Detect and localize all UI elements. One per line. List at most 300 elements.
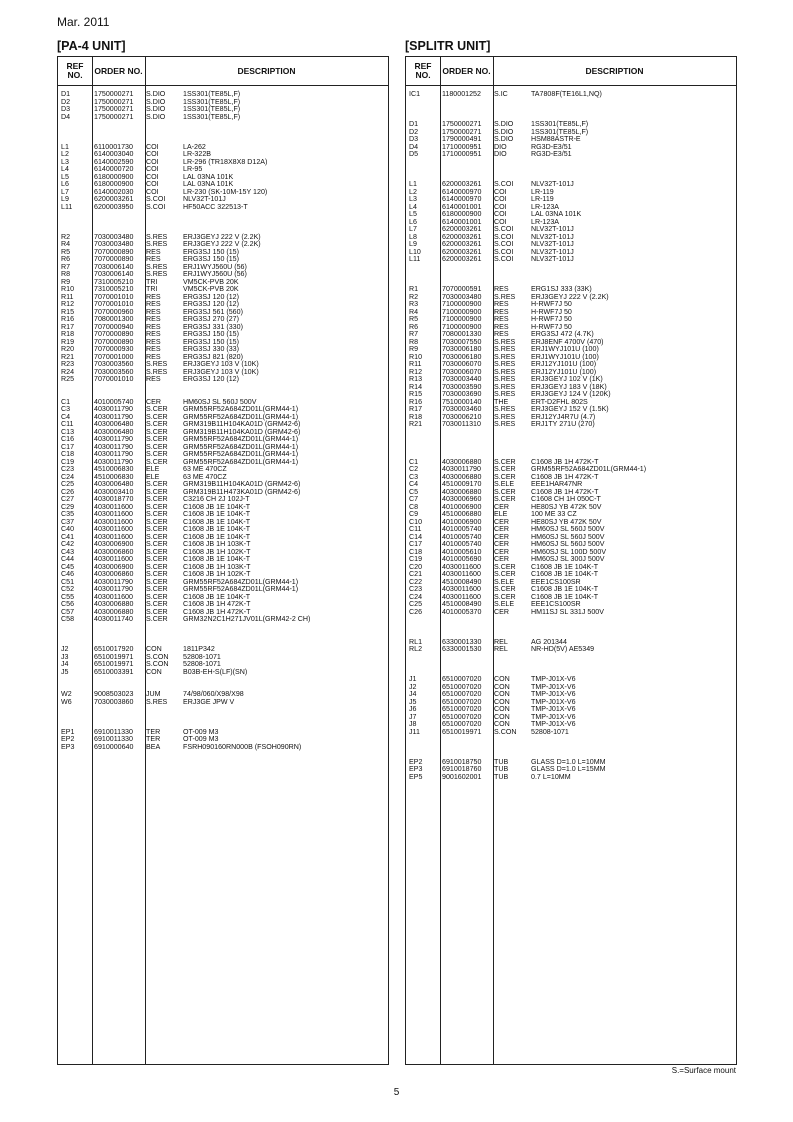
description-cell: ERJ3GEYJ 222 V (2.2K) xyxy=(183,240,261,248)
ref-no-cell: EP3 xyxy=(409,765,423,773)
ref-no-cell: C19 xyxy=(61,457,75,466)
order-no-cell: 4030011790 xyxy=(94,457,133,466)
description-cell: FSRH090160RN000B (FSOH090RN) xyxy=(183,742,302,751)
order-no-cell: 6510019971 xyxy=(94,660,134,668)
ref-no-cell: EP2 xyxy=(409,757,423,766)
order-no-cell: 6510003391 xyxy=(94,667,134,676)
description-cell: 1SS301(TE85L,F) xyxy=(531,127,589,136)
ref-no-cell: R2 xyxy=(409,292,419,301)
ref-no-cell: D4 xyxy=(409,142,419,151)
part-type-cell: COI xyxy=(146,142,159,151)
description-cell: ERJ1WYJ560U (56) xyxy=(183,270,247,278)
part-type-cell: CON xyxy=(494,720,510,728)
part-type-cell: TRI xyxy=(146,285,158,293)
ref-no-cell: D4 xyxy=(61,112,71,121)
order-no-cell: 4010005740 xyxy=(442,532,482,541)
ref-no-cell: D2 xyxy=(61,97,71,106)
table-row xyxy=(406,774,736,782)
ref-no-cell: C29 xyxy=(61,502,75,511)
order-no-cell: 6140001001 xyxy=(442,202,482,211)
description-cell: GRM319B11H104KA01D (GRM42-6) xyxy=(183,420,301,428)
ref-no-cell: D5 xyxy=(409,150,419,158)
description-cell: 74/98/060/X98/X98 xyxy=(183,690,244,698)
part-type-cell: S.CER xyxy=(494,487,516,496)
order-no-cell: 7030007550 xyxy=(442,337,482,346)
part-type-cell: COI xyxy=(494,217,507,226)
description-cell: HM11SJ SL 331J 500V xyxy=(531,607,604,616)
order-no-cell: 7070000890 xyxy=(94,330,134,338)
description-cell: ERG3SJ 120 (12) xyxy=(183,292,239,301)
order-no-cell: 6180000900 xyxy=(94,172,134,181)
part-type-cell: RES xyxy=(146,292,161,301)
description-cell: ERG3SJ 270 (27) xyxy=(183,315,239,323)
order-no-cell: 6200003261 xyxy=(442,247,482,256)
description-cell: C1608 JB 1E 104K-T xyxy=(531,570,599,578)
part-type-cell: S.RES xyxy=(494,420,516,428)
ref-no-cell: W6 xyxy=(61,697,72,706)
order-no-cell: 1750000271 xyxy=(94,90,134,98)
description-cell: TA7808F(TE16L1,NQ) xyxy=(531,90,602,98)
part-type-cell: S.CER xyxy=(494,570,516,578)
order-no-cell: 4010005740 xyxy=(442,540,482,548)
ref-no-cell: C18 xyxy=(409,547,423,556)
description-cell: ERT-D2FHL 802S xyxy=(531,397,588,406)
part-type-cell: ELE xyxy=(494,510,508,518)
description-cell: LR-119 xyxy=(531,195,554,203)
order-no-cell: 7030006180 xyxy=(442,345,482,353)
description-cell: GRM319B11H104KA01D (GRM42-6) xyxy=(183,480,301,488)
ref-no-cell: R13 xyxy=(409,375,423,383)
ref-no-cell: C20 xyxy=(409,562,423,571)
ref-no-cell: C14 xyxy=(409,532,423,541)
ref-no-cell: C25 xyxy=(409,600,423,608)
description-cell: C1608 JB 1E 104K-T xyxy=(183,510,251,518)
ref-no-cell: R21 xyxy=(61,352,75,361)
description-cell: 1811P342 xyxy=(183,645,215,653)
description-cell: GRM55RF52A684ZD01L(GRM44-1) xyxy=(183,405,299,413)
part-type-cell: S.CER xyxy=(146,405,168,413)
table-row xyxy=(406,654,736,662)
description-cell: TMP-J01X-V6 xyxy=(531,675,576,683)
ref-no-cell: R16 xyxy=(61,315,75,323)
part-type-cell: S.CER xyxy=(146,495,168,503)
ref-no-cell: EP5 xyxy=(409,772,423,781)
table-body xyxy=(406,91,736,1064)
description-cell: ERJ3GEYJ 152 V (1.5K) xyxy=(531,405,609,413)
description-cell: ERG3SJ 821 (820) xyxy=(183,352,243,361)
order-no-cell: 4030011790 xyxy=(94,405,133,413)
table-row xyxy=(406,106,736,114)
part-type-cell: RES xyxy=(494,315,509,323)
part-type-cell: REL xyxy=(494,637,508,646)
order-no-cell: 4510006880 xyxy=(442,510,482,518)
description-cell: 52808-1071 xyxy=(531,727,569,736)
description-cell: TMP-J01X-V6 xyxy=(531,720,576,728)
ref-no-cell: L11 xyxy=(409,255,421,263)
part-type-cell: S.CER xyxy=(146,502,168,511)
part-type-cell: CER xyxy=(494,607,509,616)
ref-no-cell: R21 xyxy=(409,420,423,428)
description-cell: LAL 03NA 101K xyxy=(183,180,234,188)
order-no-cell: 7030003480 xyxy=(94,240,134,248)
ref-no-cell: L4 xyxy=(409,202,417,211)
order-no-cell: 1710000951 xyxy=(442,142,482,151)
description-cell: ERJ3GEYJ 222 V (2.2K) xyxy=(531,292,609,301)
order-no-cell: 6510019971 xyxy=(94,652,134,661)
order-no-cell: 7100000900 xyxy=(442,307,482,316)
table-row xyxy=(406,99,736,107)
part-type-cell: S.CER xyxy=(146,540,168,548)
description-cell: VM5CK-PVB 20K xyxy=(183,285,239,293)
part-type-cell: S.CER xyxy=(494,495,516,503)
part-type-cell: S.CER xyxy=(146,457,168,466)
ref-no-cell: J2 xyxy=(61,645,69,653)
part-type-cell: S.CER xyxy=(146,577,168,586)
description-cell: C1608 CH 1H 050C-T xyxy=(531,495,601,503)
order-no-cell: 4030011790 xyxy=(94,435,133,443)
part-type-cell: S.COI xyxy=(494,247,514,256)
order-no-cell: 7030003480 xyxy=(442,292,482,301)
order-no-header: ORDER NO. xyxy=(94,65,143,76)
ref-no-cell: C52 xyxy=(61,585,75,593)
description-cell: ERG3SJ 150 (15) xyxy=(183,247,239,256)
table-row xyxy=(406,609,736,617)
ref-no-cell: R6 xyxy=(61,255,71,263)
description-header: DESCRIPTION xyxy=(237,65,296,76)
ref-no-cell: R16 xyxy=(409,397,423,406)
order-no-cell: 4010005740 xyxy=(94,397,134,406)
table-row xyxy=(58,384,388,392)
order-no-cell: 7070000960 xyxy=(94,307,134,316)
order-no-cell: 6910018760 xyxy=(442,765,482,773)
order-no-cell: 6510007020 xyxy=(442,690,482,698)
part-type-cell: S.CER xyxy=(146,450,168,458)
description-cell: GRM55RF52A684ZD01L(GRM44-1) xyxy=(183,450,299,458)
ref-no-cell: R15 xyxy=(409,390,423,398)
part-type-cell: S.RES xyxy=(494,367,516,376)
description-cell: ERJ3GEYJ 103 V (10K) xyxy=(183,360,259,368)
ref-no-cell: RL2 xyxy=(409,645,423,653)
order-no-cell: 6200003261 xyxy=(442,255,482,263)
part-type-cell: S.DIO xyxy=(494,127,514,136)
ref-no-cell: L5 xyxy=(409,210,417,218)
description-cell: C1608 JB 1H 472K-T xyxy=(183,607,251,616)
part-type-cell: TUB xyxy=(494,772,509,781)
ref-no-cell: R18 xyxy=(61,330,75,338)
description-cell: ERG3SJ 120 (12) xyxy=(183,375,239,383)
description-cell: ERG3SJ 472 (4.7K) xyxy=(531,330,594,338)
table-row xyxy=(406,661,736,669)
ref-no-cell: EP2 xyxy=(61,735,75,743)
ref-no-cell: R10 xyxy=(61,285,75,293)
description-cell: C1608 JB 1H 472K-T xyxy=(531,457,599,466)
description-cell: C1608 JB 1H 103K-T xyxy=(183,540,251,548)
description-cell: GRM55RF52A684ZD01L(GRM44-1) xyxy=(183,577,299,586)
ref-no-cell: D3 xyxy=(409,135,419,143)
order-no-cell: 6140002590 xyxy=(94,157,134,166)
part-type-cell: RES xyxy=(146,247,161,256)
order-no-cell: 9001602001 xyxy=(442,772,482,781)
order-no-cell: 4030006860 xyxy=(94,570,134,578)
ref-no-cell: C58 xyxy=(61,615,75,623)
part-type-cell: S.CER xyxy=(146,510,168,518)
part-type-cell: S.RES xyxy=(146,367,168,376)
description-cell: 63 ME 470CZ xyxy=(183,472,227,481)
description-cell: HF50ACC 322513-T xyxy=(183,202,248,211)
description-cell: 1SS301(TE85L,F) xyxy=(183,97,241,106)
order-no-cell: 7030006070 xyxy=(442,360,482,368)
order-no-cell: 7070000890 xyxy=(94,247,134,256)
ref-no-cell: R2 xyxy=(61,232,71,241)
order-no-cell: 6200003261 xyxy=(94,195,134,203)
part-type-cell: S.COI xyxy=(146,195,166,203)
ref-no-cell: J11 xyxy=(409,727,420,736)
order-no-cell: 6140000970 xyxy=(442,187,482,196)
part-type-cell: S.RES xyxy=(146,360,168,368)
order-no-cell: 7030003480 xyxy=(94,232,134,241)
description-cell: ERJ3GE JPW V xyxy=(183,697,235,706)
ref-no-cell: L11 xyxy=(61,202,73,211)
order-no-cell: 4030011790 xyxy=(94,412,133,421)
ref-no-cell: C3 xyxy=(409,472,419,481)
part-type-cell: S.CER xyxy=(146,585,168,593)
part-type-cell: S.RES xyxy=(146,232,168,241)
part-type-cell: RES xyxy=(146,352,161,361)
ref-no-cell: R7 xyxy=(61,262,71,271)
description-cell: LR-123A xyxy=(531,202,559,211)
description-cell: ERG1SJ 333 (33K) xyxy=(531,285,592,293)
part-type-cell: S.RES xyxy=(494,375,516,383)
surface-mount-footnote: S.=Surface mount xyxy=(671,1066,736,1075)
description-cell: HSM88ASTR-E xyxy=(531,135,581,143)
ref-no-cell: R5 xyxy=(409,315,419,323)
part-type-cell: S.CON xyxy=(494,727,517,736)
part-type-cell: TER xyxy=(146,735,161,743)
description-cell: C3216 CH 2J 102J-T xyxy=(183,495,250,503)
description-cell: RG3D-E3/51 xyxy=(531,142,572,151)
description-cell: B03B-EH-S(LF)(SN) xyxy=(183,667,248,676)
ref-no-cell: C5 xyxy=(409,487,419,496)
table-row xyxy=(58,699,388,707)
ref-no-cell: C26 xyxy=(61,487,75,496)
order-no-cell: 7080001330 xyxy=(442,330,482,338)
description-cell: H-RWF7J 50 xyxy=(531,322,572,331)
table-row xyxy=(58,376,388,384)
ref-no-cell: J5 xyxy=(409,697,417,706)
order-no-cell: 7030006210 xyxy=(442,412,482,421)
order-no-cell: 4030011790 xyxy=(94,577,133,586)
ref-no-cell: C8 xyxy=(409,502,419,511)
order-no-cell: 6200003261 xyxy=(442,240,482,248)
table-row xyxy=(406,264,736,272)
description-cell: 1SS301(TE85L,F) xyxy=(183,112,241,121)
part-type-cell: COI xyxy=(146,187,159,196)
description-cell: H-RWF7J 50 xyxy=(531,300,572,308)
order-no-cell: 4510009170 xyxy=(442,480,482,488)
ref-no-cell: L7 xyxy=(61,187,69,196)
description-cell: GRM32N2C1H271JV01L(GRM42-2 CH) xyxy=(183,615,311,623)
description-cell: HM60SJ SL 300J 500V xyxy=(531,555,605,563)
order-no-cell: 7070000930 xyxy=(94,345,134,353)
table-row xyxy=(406,159,736,167)
ref-no-cell: L8 xyxy=(409,232,417,241)
ref-no-cell: R24 xyxy=(61,367,75,376)
order-no-cell: 6510017920 xyxy=(94,645,134,653)
order-no-cell: 1790000491 xyxy=(442,135,482,143)
part-type-cell: S.RES xyxy=(146,270,168,278)
ref-no-cell: J7 xyxy=(409,712,417,721)
ref-no-cell: R7 xyxy=(409,330,419,338)
table-row xyxy=(58,706,388,714)
table-row xyxy=(58,114,388,122)
order-no-cell: 4030006960 xyxy=(442,495,482,503)
document-date: Mar. 2011 xyxy=(57,15,110,29)
ref-no-cell: C43 xyxy=(61,547,75,556)
ref-no-cell: C13 xyxy=(61,427,75,436)
description-header: DESCRIPTION xyxy=(585,65,644,76)
order-no-cell: 7030003460 xyxy=(442,405,482,413)
description-cell: GRM319B11H104KA01D (GRM42-6) xyxy=(183,427,301,436)
part-type-cell: S.RES xyxy=(146,240,168,248)
part-type-cell: COI xyxy=(494,202,507,211)
order-no-cell: 4030011600 xyxy=(94,510,133,518)
part-type-cell: RES xyxy=(494,300,509,308)
table-row xyxy=(58,744,388,752)
order-no-cell: 4030006860 xyxy=(94,547,134,556)
order-no-cell: 4030011740 xyxy=(94,615,133,623)
part-type-cell: S.CER xyxy=(146,412,168,421)
order-no-cell: 7030003560 xyxy=(94,367,134,376)
order-no-cell: 4010006900 xyxy=(442,502,482,511)
description-cell: HE80SJ YB 472K 50V xyxy=(531,517,602,526)
table-row xyxy=(406,436,736,444)
ref-no-cell: C1 xyxy=(409,457,419,466)
part-type-cell: S.RES xyxy=(146,262,168,271)
part-type-cell: DIO xyxy=(494,150,507,158)
order-no-cell: 6510007020 xyxy=(442,675,482,683)
table-row xyxy=(406,166,736,174)
description-cell: 52808-1071 xyxy=(183,660,221,668)
order-no-cell: 6330001530 xyxy=(442,645,482,653)
description-cell: C1608 JB 1H 103K-T xyxy=(183,562,251,571)
order-no-cell: 6510007020 xyxy=(442,697,482,706)
part-type-cell: S.CER xyxy=(146,427,168,436)
description-cell: 1SS301(TE85L,F) xyxy=(531,120,589,128)
ref-no-cell: R20 xyxy=(61,345,75,353)
order-no-cell: 6200003261 xyxy=(442,232,482,241)
order-no-cell: 9008503023 xyxy=(94,690,134,698)
ref-no-cell: R14 xyxy=(409,382,423,391)
order-no-cell: 7030006070 xyxy=(442,367,482,376)
order-no-cell: 4030006880 xyxy=(94,607,134,616)
table-row xyxy=(406,444,736,452)
part-type-cell: COI xyxy=(146,165,159,173)
part-type-cell: CER xyxy=(494,547,509,556)
description-cell: GRM55RF52A684ZD01L(GRM44-1) xyxy=(183,435,299,443)
description-cell: C1608 JB 1H 102K-T xyxy=(183,570,251,578)
description-cell: NLV32T-101J xyxy=(531,232,574,241)
description-cell: EEE1CS100SR xyxy=(531,577,581,586)
part-type-cell: S.CER xyxy=(494,585,516,593)
order-no-cell: 6510019971 xyxy=(442,727,482,736)
part-type-cell: CON xyxy=(494,690,510,698)
part-type-cell: ELE xyxy=(146,465,160,473)
part-type-cell: S.RES xyxy=(494,405,516,413)
part-type-cell: S.COI xyxy=(146,202,166,211)
ref-no-cell: R8 xyxy=(409,337,419,346)
order-no-cell: 4030011600 xyxy=(442,585,481,593)
ref-no-cell: C10 xyxy=(409,517,423,526)
part-type-cell: RES xyxy=(146,255,161,263)
part-type-cell: TER xyxy=(146,727,161,736)
description-cell: TMP-J01X-V6 xyxy=(531,705,576,713)
part-type-cell: CER xyxy=(494,502,509,511)
description-cell: LAL 03NA 101K xyxy=(183,172,234,181)
description-cell: LR-119 xyxy=(531,187,554,196)
order-no-cell: 7030003560 xyxy=(94,360,134,368)
description-cell: 0.7 L=10MM xyxy=(531,772,571,781)
description-cell: GRM55RF52A684ZD01L(GRM44-1) xyxy=(183,442,299,451)
description-cell: NLV32T-101J xyxy=(531,180,574,188)
description-cell: C1608 JB 1E 104K-T xyxy=(183,517,251,526)
part-type-cell: CON xyxy=(494,705,510,713)
order-no-cell: 7310005210 xyxy=(94,285,134,293)
part-type-cell: RES xyxy=(494,322,509,331)
part-type-cell: S.CER xyxy=(146,600,168,608)
description-cell: NLV32T-101J xyxy=(531,247,574,256)
description-cell: TMP-J01X-V6 xyxy=(531,697,576,706)
order-no-cell: 4510008490 xyxy=(442,600,482,608)
table-row xyxy=(58,211,388,219)
part-type-cell: CER xyxy=(494,555,509,563)
order-no-cell: 4030011600 xyxy=(442,562,481,571)
table-row xyxy=(58,624,388,632)
pa4-unit-title: [PA-4 UNIT] xyxy=(57,39,126,53)
description-cell: ERJ3GEYJ 103 V (10K) xyxy=(183,367,259,376)
description-cell: ERG3SJ 561 (560) xyxy=(183,307,243,316)
order-no-cell: 7070000591 xyxy=(442,285,482,293)
part-type-cell: COI xyxy=(146,180,159,188)
ref-no-cell: C44 xyxy=(61,555,75,563)
ref-no-cell: R25 xyxy=(61,375,75,383)
ref-no-cell: C11 xyxy=(61,420,74,428)
ref-no-cell: R9 xyxy=(409,345,419,353)
part-type-cell: CON xyxy=(146,645,162,653)
ref-no-cell: R12 xyxy=(61,300,75,308)
description-cell: OT-009 M3 xyxy=(183,727,219,736)
ref-no-cell: L2 xyxy=(409,187,417,196)
table-row xyxy=(406,271,736,279)
ref-no-cell: L9 xyxy=(61,195,69,203)
part-type-cell: S.CER xyxy=(494,472,516,481)
ref-no-cell: L1 xyxy=(409,180,417,188)
ref-no-cell: C19 xyxy=(409,555,423,563)
part-type-cell: S.CER xyxy=(146,547,168,556)
order-no-cell: 4030011790 xyxy=(442,465,481,473)
order-no-cell: 7100000900 xyxy=(442,322,482,331)
table-row xyxy=(406,421,736,429)
ref-no-cell: D3 xyxy=(61,105,71,113)
description-cell: GRM55RF52A684ZD01L(GRM44-1) xyxy=(183,412,299,421)
description-cell: HM60SJ SL 560J 500V xyxy=(531,525,605,533)
table-row xyxy=(406,729,736,737)
part-type-cell: CER xyxy=(494,532,509,541)
description-cell: 1SS301(TE85L,F) xyxy=(183,105,241,113)
ref-no-cell: R3 xyxy=(409,300,419,308)
table-row xyxy=(406,616,736,624)
part-type-cell: S.ELE xyxy=(494,577,515,586)
ref-no-cell: R18 xyxy=(409,412,423,421)
